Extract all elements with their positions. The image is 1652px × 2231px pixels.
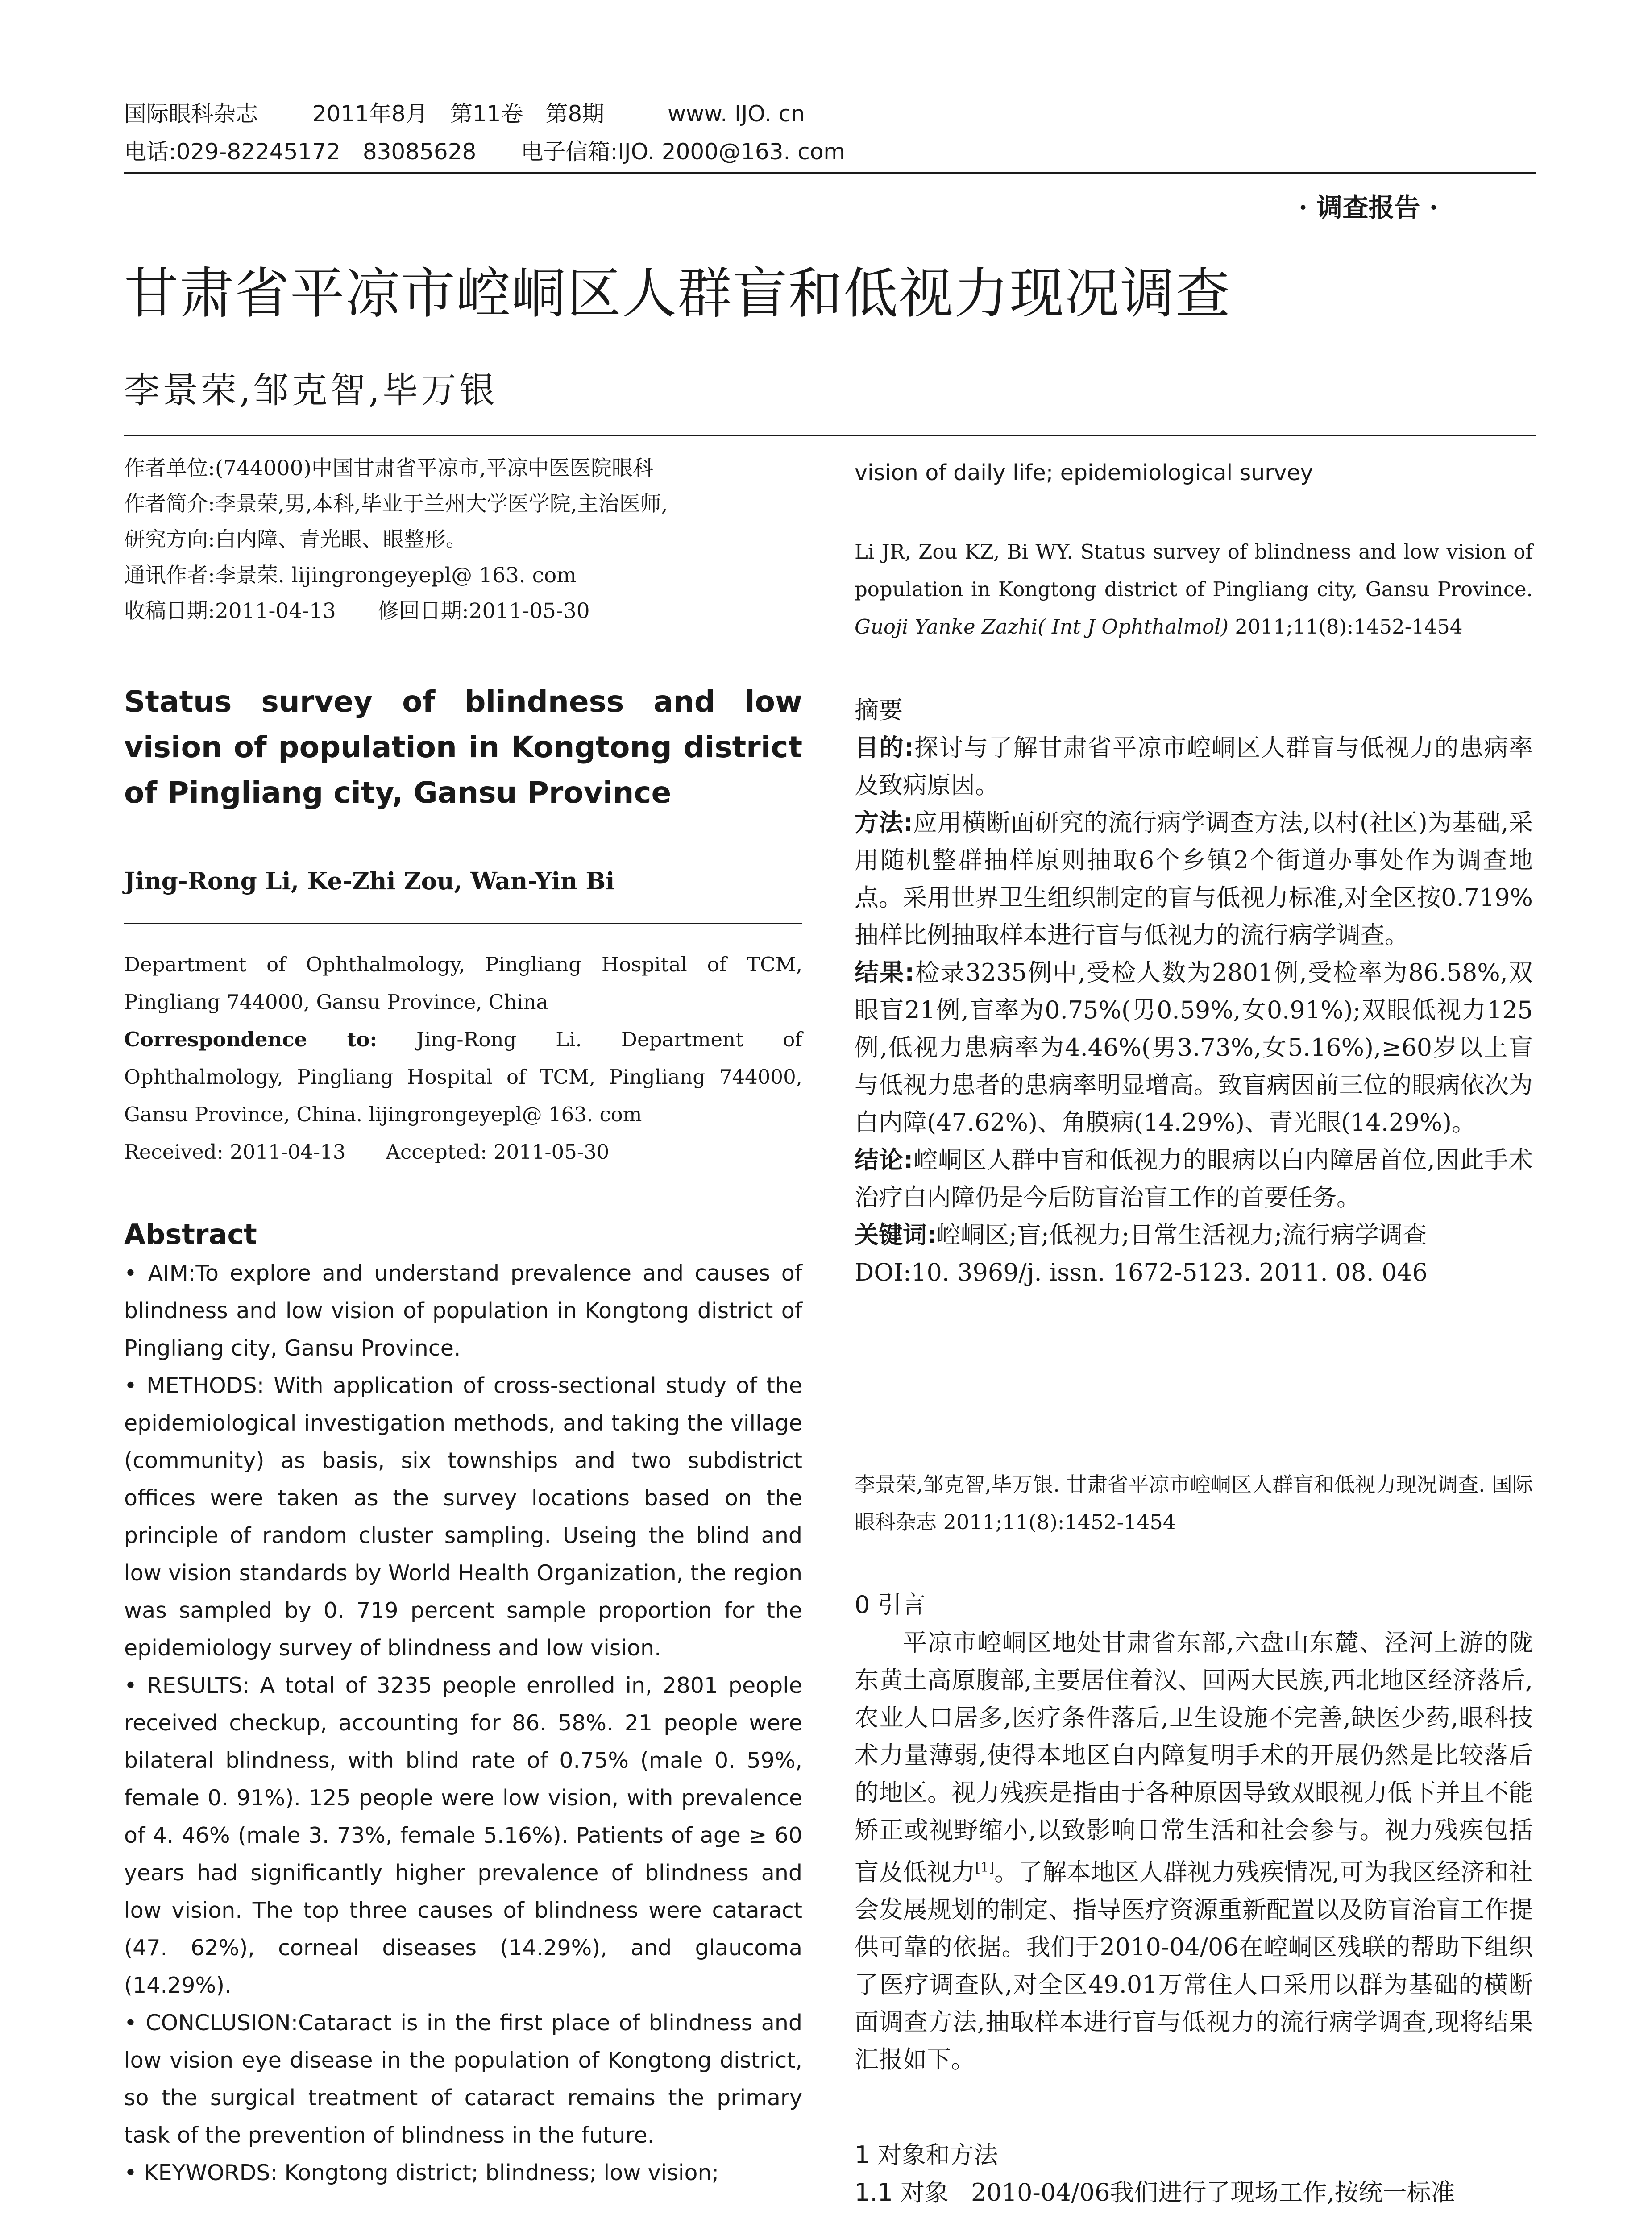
abstract-cn-heading: 摘要 <box>855 696 903 724</box>
received-accepted: Received: 2011-04-13 Accepted: 2011-05-30 <box>124 1140 610 1164</box>
citation-en <box>855 533 1533 646</box>
author-bio-2: 研究方向:白内障、青光眼、眼整形。 <box>124 527 467 552</box>
conclusion-label: 结论: <box>855 1146 913 1174</box>
keywords-continued: vision of daily life; epidemiological survey <box>855 460 1313 485</box>
subsection-label: 1.1 对象 <box>855 2178 949 2206</box>
abstract-cn-conclusion <box>855 1141 1533 1216</box>
abstract-en <box>124 1255 802 2192</box>
citation-en-text: Li JR, Zou KZ, Bi WY. Status survey of blindness and low vision of population in Kongtong district of Pingliang city, Gansu Province. <box>855 540 1533 601</box>
abstract-heading: Abstract <box>124 1218 257 1251</box>
aim-text: 探讨与了解甘肃省平凉市崆峒区人群盲与低视力的患病率及致病原因。 <box>855 734 1533 799</box>
intro-text-2: 。了解本地区人群视力残疾情况,可为我区经济和社会发展规划的制定、指导医疗资源重新配置以及防盲治盲工作提供可靠的依据。我们于2010-04/06在崆峒区残联的帮助下组织了医疗调查队,对全区49.01万常住人口采用以群为基础的横断面调查方法,抽取样本进行盲与低视力的流行病学调查,现将结果汇报如下。 <box>855 1858 1533 2073</box>
subsection-1-1 <box>855 2174 1533 2211</box>
issue-info: 2011年8月 第11卷 第8期 <box>312 101 605 127</box>
journal-website[interactable]: www. IJO. cn <box>668 101 805 127</box>
received-dates: 收稿日期:2011-04-13 修回日期:2011-05-30 <box>124 599 590 623</box>
author-bio-1: 作者简介:李景荣,男,本科,毕业于兰州大学医学院,主治医师, <box>124 492 668 516</box>
department: Department of Ophthalmology, Pingliang Hospital of TCM, Pingliang 744000, Gansu Province, China <box>124 953 802 1014</box>
abstract-conclusion: • CONCLUSION:Cataract is in the first place of blindness and low vision eye disease in the population of Kongtong district, so the surgical treatment of cataract remains the primary task of the prevention of blindness in the future. <box>124 2010 802 2148</box>
abstract-aim: • AIM:To explore and understand prevalence and causes of blindness and low vision of population in Kongtong district of Pingliang city, Gansu Province. <box>124 1261 802 1361</box>
running-header-line1 <box>124 96 805 132</box>
title-rule <box>124 435 1536 436</box>
citation-en-journal: Guoji Yanke Zazhi( Int J Ophthalmol) <box>855 615 1229 639</box>
author-affiliation: 作者单位:(744000)中国甘肃省平凉市,平凉中医医院眼科 <box>124 456 654 481</box>
results-label: 结果: <box>855 958 914 987</box>
correspondence-text: Jing-Rong Li. Department of Ophthalmology, Pingliang Hospital of TCM, Pingliang 744000, Gansu Province, China. lijingrongeyepl@ 163. com <box>124 1028 802 1126</box>
results-text: 检录3235例中,受检人数为2801例,受检率为86.58%,双眼盲21例,盲率为0.75%(男0.59%,女0.91%);双眼低视力125例,低视力患病率为4.46%(男3.73%,女5.16%),≥60岁以上盲与低视力患者的患病率明显增高。致盲病因前三位的眼病依次为白内障(47.62%)、角膜病(14.29%)、青光眼(14.29%)。 <box>855 958 1533 1136</box>
keywords-label: 关键词: <box>855 1221 937 1249</box>
doi: DOI:10. 3969/j. issn. 1672-5123. 2011. 08. 046 <box>855 1258 1428 1286</box>
abstract-cn-results <box>855 954 1533 1141</box>
authors-rule <box>124 923 802 924</box>
abstract-cn-methods <box>855 804 1533 954</box>
methods-text: 应用横断面研究的流行病学调查方法,以村(社区)为基础,采用随机整群抽样原则抽取6个乡镇2个街道办事处作为调查地点。采用世界卫生组织制定的盲与低视力标准,对全区按0.719%抽样比例抽取样本进行盲与低视力的流行病学调查。 <box>855 809 1533 949</box>
author-info <box>124 451 802 629</box>
abstract-results: • RESULTS: A total of 3235 people enrolled in, 2801 people received checkup, accounting for 86. 58%. 21 people were bilateral blindness, with blind rate of 0.75% (male 0. 59%, female 0. 91%). 125 people were low vision, with prevalence of 4. 46% (male 3. 73%, female 5.16%). Patients of age ≥ 60 years had significantly higher prevalence of blindness and low vision. The top three causes of blindness were cataract (47. 62%), corneal diseases (14.29%), and glaucoma (14.29%). <box>124 1673 802 1998</box>
section-tag: · 调查报告 · <box>1299 192 1438 223</box>
intro-text-1: 平凉市崆峒区地处甘肃省东部,六盘山东麓、泾河上游的陇东黄土高原腹部,主要居住着汉、回两大民族,西北地区经济落后,农业人口居多,医疗条件落后,卫生设施不完善,缺医少药,眼科技术力量薄弱,使得本地区白内障复明手术的开展仍然是比较落后的地区。视力残疾是指由于各种原因导致双眼视力低下并且不能矫正或视野缩小,以致影响日常生活和社会参与。视力残疾包括盲及低视力 <box>855 1629 1533 1886</box>
abstract-methods: • METHODS: With application of cross-sectional study of the epidemiological investigation methods, and taking the village (community) as basis, six townships and two subdistrict offices were taken as the survey locations based on the principle of random cluster sampling. Useing the blind and low vision standards by World Health Organization, the region was sampled by 0. 719 percent sample proportion for the epidemiology survey of blindness and low vision. <box>124 1373 802 1661</box>
intro-paragraph <box>855 1624 1533 2078</box>
methods-label: 方法: <box>855 809 913 837</box>
article-title-cn: 甘肃省平凉市崆峒区人群盲和低视力现况调查 <box>124 262 1231 325</box>
ref-mark[interactable]: [1] <box>975 1860 994 1875</box>
header-rule <box>124 172 1536 174</box>
correspondence <box>124 1021 802 1133</box>
abstract-cn-aim <box>855 729 1533 804</box>
abstract-cn <box>855 729 1533 1291</box>
citation-en-volume: 2011;11(8):1452-1454 <box>1235 615 1463 639</box>
aim-label: 目的: <box>855 734 914 762</box>
abstract-cn-keywords <box>855 1216 1533 1254</box>
journal-name: 国际眼科杂志 <box>124 101 258 127</box>
article-title-en: Status survey of blindness and low vision of population in Kongtong district of Pingliang city, Gansu Province <box>124 684 802 810</box>
keywords-text: 崆峒区;盲;低视力;日常生活视力;流行病学调查 <box>936 1221 1427 1249</box>
corresponding-author: 通讯作者:李景荣. lijingrongeyepl@ 163. com <box>124 563 577 588</box>
authors-en: Jing-Rong Li, Ke-Zhi Zou, Wan-Yin Bi <box>124 867 615 895</box>
subsection-text: 2010-04/06我们进行了现场工作,按统一标准 <box>971 2178 1455 2206</box>
intro-heading: 0 引言 <box>855 1591 926 1619</box>
citation-cn: 李景荣,邹克智,毕万银. 甘肃省平凉市崆峒区人群盲和低视力现况调查. 国际眼科杂志 2011;11(8):1452-1454 <box>855 1472 1533 1534</box>
correspondence-label: Correspondence to: <box>124 1028 378 1051</box>
authors-cn: 李景荣,邹克智,毕万银 <box>124 369 498 411</box>
conclusion-text: 崆峒区人群中盲和低视力的眼病以白内障居首位,因此手术治疗白内障仍是今后防盲治盲工作的首要任务。 <box>855 1146 1533 1211</box>
abstract-keywords: • KEYWORDS: Kongtong district; blindness; low vision; <box>124 2160 719 2185</box>
affiliation-en <box>124 946 802 1171</box>
header-contact: 电话:029-82245172 83085628 电子信箱:IJO. 2000@163. com <box>124 139 846 165</box>
methods-heading: 1 对象和方法 <box>855 2141 998 2169</box>
intro-body <box>855 1624 1533 2078</box>
